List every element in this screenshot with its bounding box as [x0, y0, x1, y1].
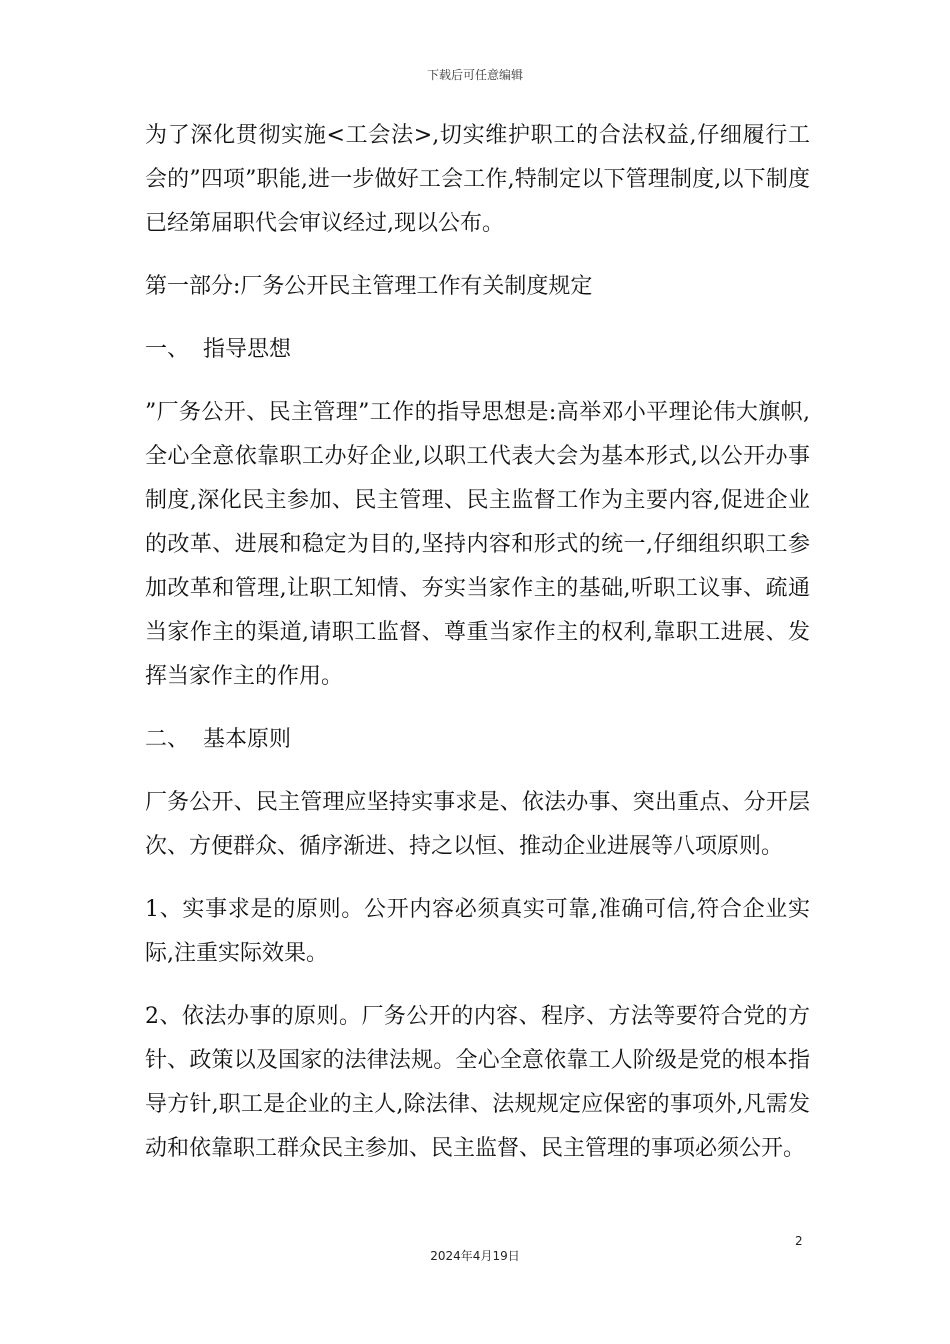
section-2-title: 基本原则	[203, 727, 292, 752]
section-2-paragraph: 厂务公开、民主管理应坚持实事求是、依法办事、突出重点、分开层次、方便群众、循序渐进、持之以恒、推动企业进展等八项原则。	[145, 790, 810, 859]
header-note: 下载后可任意编辑	[426, 68, 523, 82]
section-1-number: 一、	[145, 337, 190, 362]
footer-date: 2024年4月19日	[430, 1249, 520, 1263]
section-2-number: 二、	[145, 727, 190, 752]
section-1-title: 指导思想	[203, 337, 292, 362]
principle-1-paragraph: 1、实事求是的原则。公开内容必须真实可靠,准确可信,符合企业实际,注重实际效果。	[145, 897, 810, 966]
part-title: 第一部分:厂务公开民主管理工作有关制度规定	[145, 274, 593, 299]
principle-2-paragraph: 2、依法办事的原则。厂务公开的内容、程序、方法等要符合党的方针、政策以及国家的法律法规。全心全意依靠工人阶级是党的根本指导方针,职工是企业的主人,除法律、法规规定应保密的事项外,凡需发动和依靠职工群众民主参加、民主监督、民主管理的事项必须公开。	[145, 1004, 810, 1161]
section-1-heading	[145, 328, 810, 372]
document-body	[145, 114, 810, 1190]
page-number: 2	[795, 1234, 803, 1248]
section-1-paragraph: ”厂务公开、民主管理”工作的指导思想是:高举邓小平理论伟大旗帜,全心全意依靠职工办好企业,以职工代表大会为基本形式,以公开办事制度,深化民主参加、民主管理、民主监督工作为主要内容,促进企业的改革、进展和稳定为目的,坚持内容和形式的统一,仔细组织职工参加改革和管理,让职工知情、夯实当家作主的基础,听职工议事、疏通当家作主的渠道,请职工监督、尊重当家作主的权利,靠职工进展、发挥当家作主的作用。	[145, 400, 810, 689]
intro-paragraph: 为了深化贯彻实施<工会法>,切实维护职工的合法权益,仔细履行工会的”四项”职能,进一步做好工会工作,特制定以下管理制度,以下制度已经第届职代会审议经过,现以公布。	[145, 123, 810, 236]
section-2-heading	[145, 718, 810, 762]
